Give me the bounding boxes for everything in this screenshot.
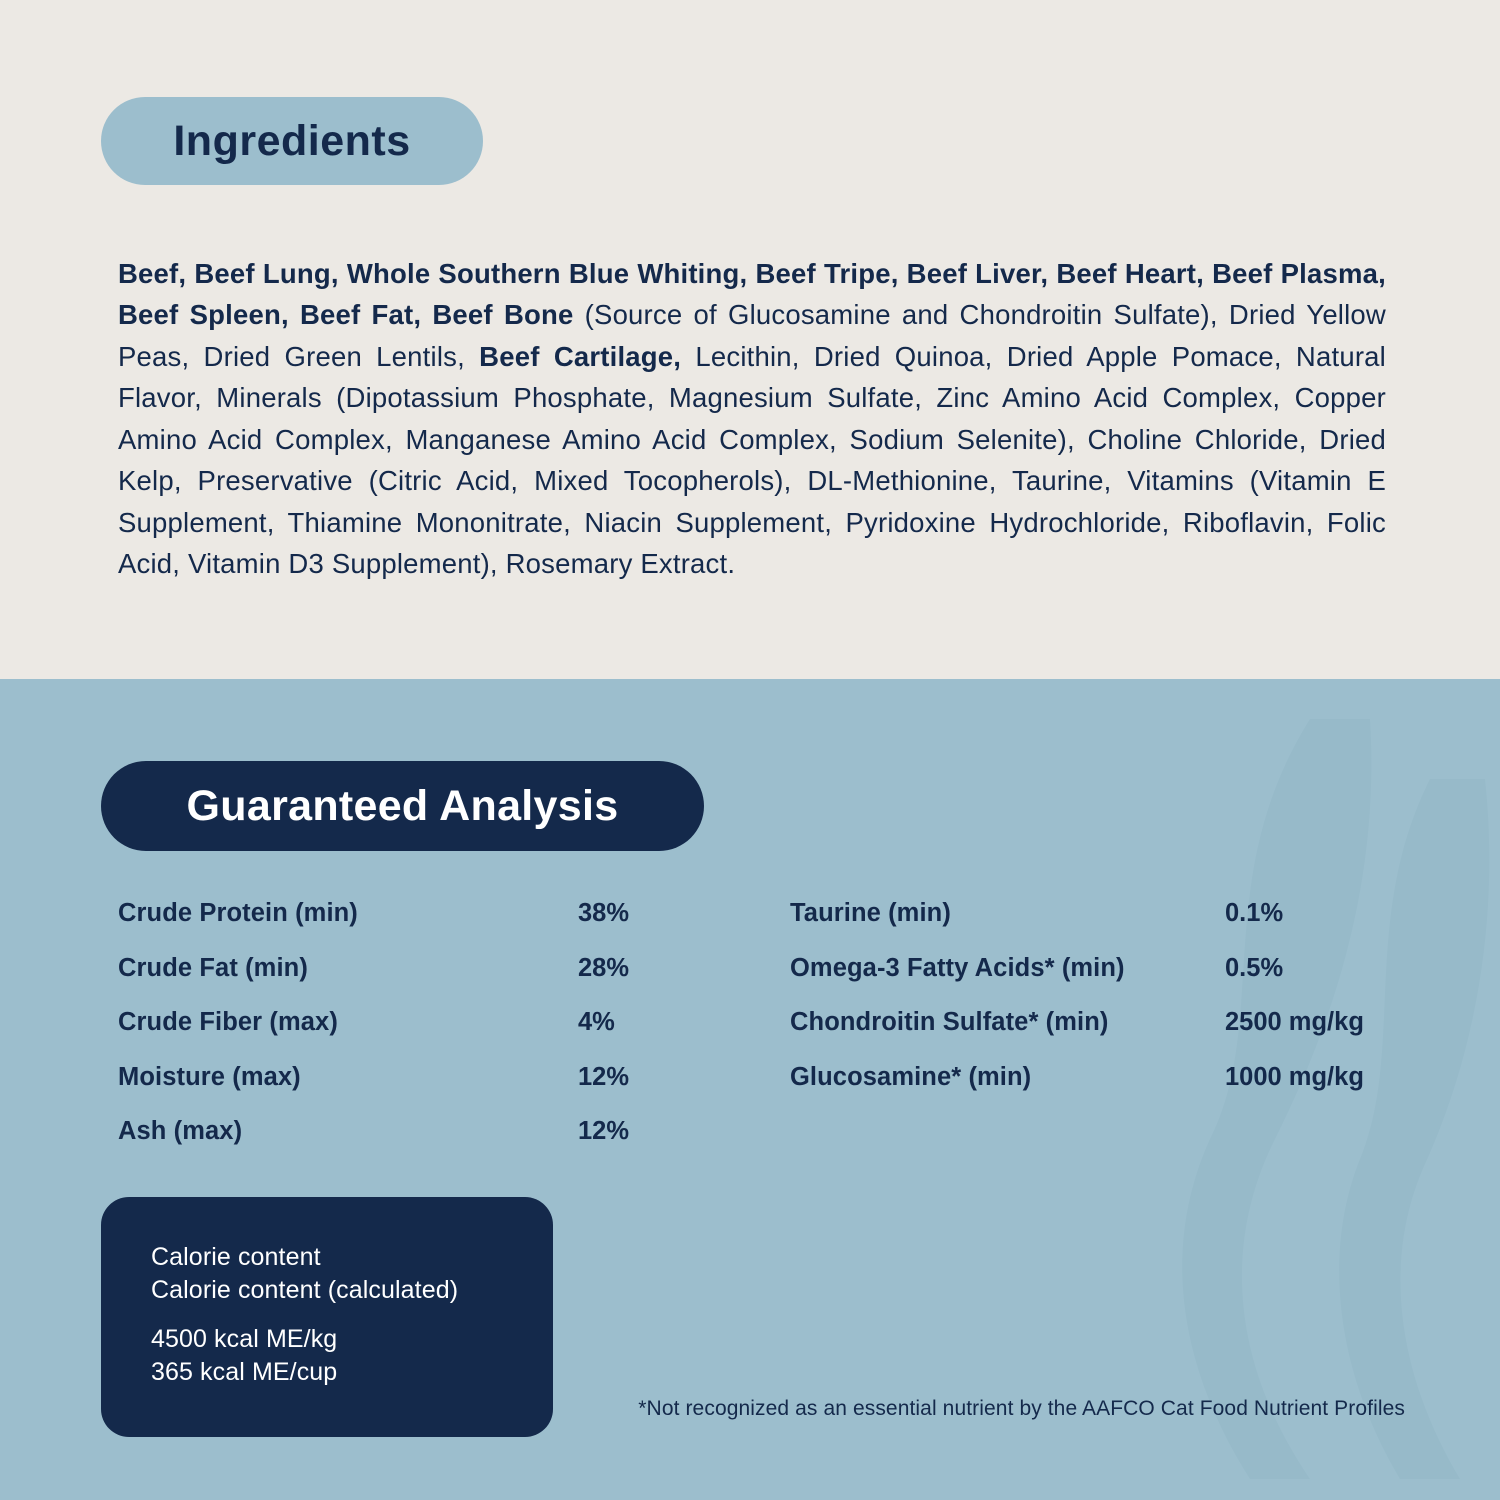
- calorie-content-subtitle: Calorie content (calculated): [151, 1276, 459, 1304]
- analysis-label: Omega-3 Fatty Acids* (min): [790, 953, 1125, 982]
- analysis-value: 0.5%: [1225, 953, 1284, 982]
- ingredients-section: [0, 0, 1500, 679]
- analysis-value: 4%: [578, 1008, 615, 1036]
- analysis-value: 12%: [578, 1062, 630, 1091]
- analysis-row: [118, 1008, 738, 1063]
- analysis-table-right: [790, 899, 1410, 1117]
- analysis-row: [790, 899, 1410, 954]
- ingredients-heading: Ingredients: [173, 116, 411, 165]
- ingredients-text: [118, 253, 1386, 585]
- analysis-label: Ash (max): [118, 1117, 243, 1145]
- analysis-label: Moisture (max): [118, 1062, 301, 1091]
- calorie-per-kg: 4500 kcal ME/kg: [151, 1325, 338, 1353]
- analysis-row: [118, 1117, 738, 1172]
- analysis-value: 28%: [578, 953, 630, 982]
- ingredients-bold-mid: Beef Cartilage,: [479, 340, 682, 372]
- analysis-label: Crude Fat (min): [118, 953, 308, 982]
- analysis-row: [118, 954, 738, 1009]
- analysis-value: 38%: [578, 899, 630, 927]
- analysis-row: [118, 899, 738, 954]
- analysis-value: 12%: [578, 1117, 630, 1145]
- analysis-row: [118, 1063, 738, 1118]
- analysis-label: Taurine (min): [790, 899, 951, 927]
- calorie-content-title: Calorie content: [151, 1243, 321, 1271]
- analysis-table-left: [118, 899, 738, 1172]
- analysis-heading-pill: [101, 761, 704, 851]
- analysis-label: Chondroitin Sulfate* (min): [790, 1008, 1109, 1036]
- guaranteed-analysis-section: [0, 679, 1500, 1500]
- analysis-value: 2500 mg/kg: [1225, 1008, 1364, 1036]
- analysis-row: [790, 954, 1410, 1009]
- analysis-row: [790, 1063, 1410, 1118]
- analysis-footnote: *Not recognized as an essential nutrient by the AAFCO Cat Food Nutrient Profiles: [638, 1397, 1405, 1420]
- calorie-content-box: [101, 1197, 553, 1437]
- analysis-value: 0.1%: [1225, 899, 1284, 927]
- analysis-heading: Guaranteed Analysis: [186, 781, 619, 830]
- analysis-row: [790, 1008, 1410, 1063]
- ingredients-after-mid: Lecithin, Dried Quinoa, Dried Apple Pomace, Natural Flavor, Minerals (Dipotassium Phosphate, Magnesium Sulfate, Zinc Amino Acid Complex, Copper Amino Acid Complex, Manganese Amino Acid Complex, Sodium Selenite), Choline Chloride, Dried Kelp, Preservative (Citric Acid, Mixed Tocopherols), DL-Methionine, Taurine, Vitamins (Vitamin E Supplement, Thiamine Mononitrate, Niacin Supplement, Pyridoxine Hydrochloride, Riboflavin, Folic Acid, Vitamin D3 Supplement), Rosemary Extract.: [118, 340, 1386, 579]
- ingredients-heading-pill: [101, 97, 483, 185]
- analysis-label: Crude Protein (min): [118, 899, 358, 927]
- analysis-label: Crude Fiber (max): [118, 1008, 338, 1036]
- ingredients-after-lead: (Source of Glucosamine and Chondroitin Sulfate), Dried Yellow Peas, Dried Green Lentils,: [118, 299, 1386, 372]
- calorie-spacer: [151, 1307, 553, 1323]
- analysis-value: 1000 mg/kg: [1225, 1062, 1364, 1091]
- calorie-per-cup: 365 kcal ME/cup: [151, 1358, 338, 1386]
- ingredients-bold-lead: Beef, Beef Lung, Whole Southern Blue Whiting, Beef Tripe, Beef Liver, Beef Heart, Beef Plasma, Beef Spleen, Beef Fat, Beef Bone: [118, 257, 1386, 330]
- analysis-label: Glucosamine* (min): [790, 1062, 1032, 1091]
